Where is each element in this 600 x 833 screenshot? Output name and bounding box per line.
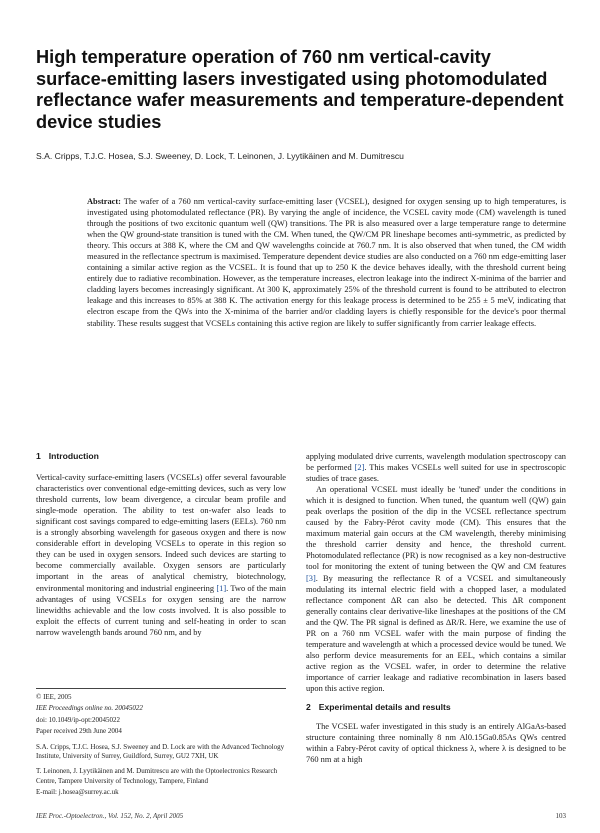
footnotes (36, 688, 286, 800)
citation-link-1[interactable]: [1] (216, 583, 227, 593)
footnote-divider (36, 688, 286, 689)
affiliation-tampere: T. Leinonen, J. Lyytikäinen and M. Dumitrescu are with the Optoelectronics Research Centre, Tampere University of Technology, Tampere, Finland (36, 767, 278, 785)
section-2-number: 2 (306, 702, 311, 713)
doi-note: doi: 10.1049/ip-opt:20045022 (36, 715, 120, 724)
section-2-title: Experimental details and results (318, 702, 451, 713)
section-1-number: 1 (36, 451, 41, 461)
citation-link-2[interactable]: [2] (354, 463, 365, 473)
intro-text-b: . Two of the main advantages of using VCSELs for oxygen sensing are the narrow linewidths achievable and the low costs involved. It is also possible to exploit the effects of current tuning and self-heating in order to scan narrow wavelength bands around 760 nm, and by (36, 583, 286, 637)
page-number: 103 (555, 812, 566, 820)
intro-cont-text-a: applying modulated drive currents, wavelength modulation spectroscopy can be performed (306, 452, 566, 473)
journal-footer: IEE Proc.-Optoelectron., Vol. 152, No. 2, April 2005 (36, 812, 184, 820)
intro-p2-text-a: An operational VCSEL must ideally be 'tuned' under the conditions in which it is designed to function. When tuned, the quantum well (QW) gain peak overlaps the position of the dip in the VCSEL reflectance spectrum caused by the Fabry-Pérot cavity mode (CM). This ensures that the maximum material gain occurs at the CM wavelength, thereby minimising the threshold carrier density and hence, the threshold current. Photomodulated reflectance (PR) is now recognised as a key non-destructive tool for monitoring the extent of tuning between the QW and CM features (306, 485, 566, 572)
left-column (36, 451, 286, 638)
intro-paragraph-1-cont (306, 451, 566, 484)
section-1-heading (36, 451, 286, 462)
abstract (87, 196, 566, 329)
intro-paragraph-2 (306, 484, 566, 694)
intro-cont-text-b: . This makes VCSELs well suited for use in spectroscopic studies of trace gases. (306, 463, 566, 484)
abstract-text: The wafer of a 760 nm vertical-cavity surface-emitting laser (VCSEL), designed for oxygen sensing up to high temperatures, is investigated using photomodulated reflectance (PR). By varying the angle of incidence, the VCSEL cavity mode (CM) wavelength is tuned through the positions of two excitonic quantum well (QW) transitions. The PR is also measured over a large temperature range to determine when the QW ground-state transition is tuned with the CM. When tuned, the QW/CM PR lineshape becomes anti-symmetric, as predicted by theory. This occurs at 388 K, where the CM and QW wavelengths coincide at 760.7 nm. It is also observed that when tuned, the CM width measured in the reflectance spectrum is maximised. Temperature dependent device studies are also conducted on a 760 nm edge-emitting laser containing a similar active region as the VCSEL. It is found that up to 250 K the device behaves ideally, with the threshold current being entirely due to radiative recombination. However, as the temperature increases, electron leakage into the indirect X-minima of the barrier and cladding layers becomes increasingly significant. At 300 K, approximately 25% of the threshold current is found to be attributed to electron leakage and this increases to 85% at 388 K. The activation energy for this leakage process is determined to be 255 ± 5 meV, indicating that electron escape from the QWs into the X-minima of the barrier and/or cladding layers is chiefly responsible for the device's poor thermal stability. These results suggest that VCSELs containing this active region are likely to suffer significantly from carrier leakage effects. (87, 197, 566, 328)
citation-link-3[interactable]: [3] (306, 573, 316, 583)
copyright-note: © IEE, 2005 (36, 693, 72, 701)
author-list: S.A. Cripps, T.J.C. Hosea, S.J. Sweeney, D. Lock, T. Leinonen, J. Lyytikäinen and M. Dumitrescu (36, 151, 404, 161)
abstract-label: Abstract: (87, 197, 121, 206)
received-note: Paper received 29th June 2004 (36, 727, 122, 736)
right-column (306, 451, 566, 765)
intro-text-a: Vertical-cavity surface-emitting lasers (VCSELs) offer several favourable characteristics over conventional edge-emitting devices, such as very low threshold currents, low beam divergence, a circular beam profile and single-mode operation. The ability to test on-wafer also leads to significant cost savings compared to edge-emitting lasers (EELs). 760 nm is a strongly absorbing wavelength for gaseous oxygen and there is now considerable effort in developing VCSELs to operate in this region so they can be used in oxygen sensors. Indeed such devices are starting to become commercially available. Oxygen sensors are particularly important in the areas of analytical chemistry, biotechnology, environmental monitoring and industrial engineering (36, 473, 286, 593)
affiliation-surrey: S.A. Cripps, T.J.C. Hosea, S.J. Sweeney and D. Lock are with the Advanced Technology Institute, University of Surrey, Guildford, Surrey, GU2 7XH, UK (36, 742, 285, 761)
section-1-title: Introduction (48, 451, 99, 461)
experimental-paragraph-1: The VCSEL wafer investigated in this study is an entirely AlGaAs-based structure containing three nominally 8 nm Al0.15Ga0.85As QWs centred within a Fabry-Pérot cavity of optical thickness λ, where λ is designed to be 760 nm at a high (306, 722, 566, 765)
contact-email[interactable]: E-mail: j.hosea@surrey.ac.uk (36, 788, 119, 797)
intro-paragraph-1 (36, 472, 286, 638)
section-2-heading (306, 702, 566, 713)
intro-p2-text-b: . By measuring the reflectance R of a VCSEL and simultaneously modulating its internal electric field with a chopped laser, a modulated reflectance component ΔR can also be detected. This ΔR component generally contains clear derivative-like lineshapes at the positions of the CM and the QW. The PR signal is defined as ΔR/R. Here, we examine the use of PR on a 760 nm VCSEL wafer with the main purpose of finding the temperature and wavelength at which a processed device would be tuned. We also perform device measurements for an EEL, which contains a similar active region as the VCSEL wafer, in order to determine the relative importance of carrier leakage and radiative recombination in lasers based upon this active region. (306, 573, 566, 693)
online-number: IEE Proceedings online no. 20045022 (36, 704, 143, 713)
paper-title: High temperature operation of 760 nm vertical-cavity surface-emitting lasers investigated using photomodulated reflectance wafer measurements and temperature-dependent device studies (36, 47, 564, 132)
